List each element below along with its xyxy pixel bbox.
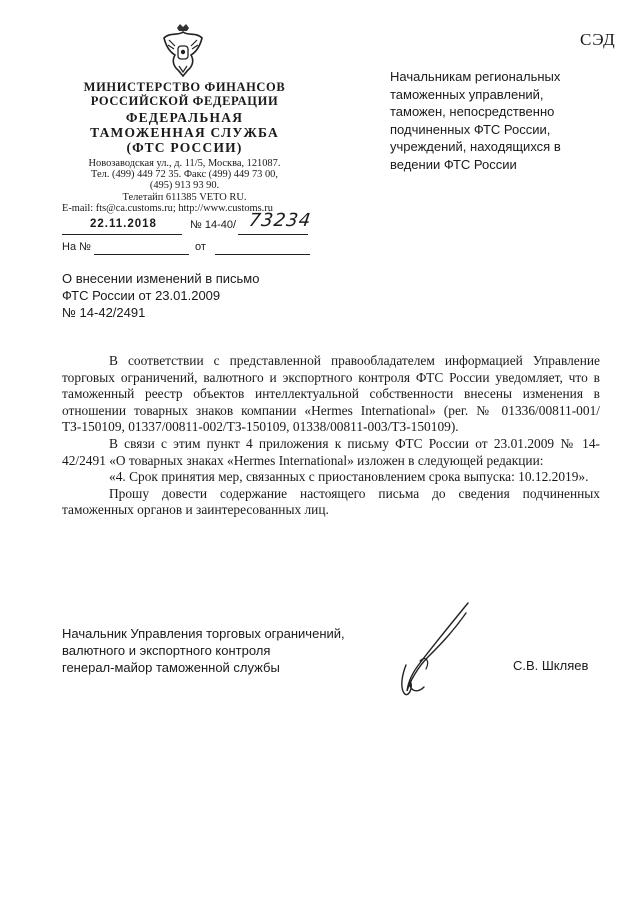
reference-line (62, 241, 332, 257)
subject-line: № 14-42/2491 (62, 305, 146, 320)
body-paragraph: В связи с этим пункт 4 приложения к письму ФТС России от 23.01.2009 № 14-42/2491 «О товарных знаках «Hermes International» изложен в следующей редакции: (62, 435, 600, 468)
letter-number-prefix: № 14-40/ (190, 219, 237, 231)
handwritten-signature-icon (380, 595, 490, 705)
date-underline (62, 234, 182, 235)
recipient-line: учреждений, находящихся в (390, 139, 561, 154)
ministry-name-line-1: МИНИСТЕРСТВО ФИНАНСОВ (83, 80, 286, 94)
recipient-block (390, 68, 590, 173)
ministry-name-line-2: РОССИЙСКОЙ ФЕДЕРАЦИИ (90, 94, 279, 108)
signatory-name: С.В. Шкляев (513, 658, 589, 673)
subject-line: ФТС России от 23.01.2009 (62, 288, 221, 303)
letter-subject (62, 270, 322, 321)
recipient-line: Начальникам региональных (390, 69, 561, 84)
number-underline (238, 234, 308, 235)
sed-mark: СЭД (580, 30, 616, 49)
subject-line: О внесении изменений в письмо (62, 271, 260, 286)
body-paragraph: В соответствии с представленной правообладателем информацией Управление торговых ограничений, валютного и экспортного контроля ФТС России уведомляет, что в таможенный реестр объектов интеллектуальной собственности внесены изменения в отношении товарных знаков компании «Hermes International» (рег. № 01336/00811-001/ТЗ-150109, 01337/00811-002/ТЗ-150109, 01338/00811-003/ТЗ-150109). (62, 353, 600, 435)
recipient-line: подчиненных ФТС России, (390, 121, 551, 137)
recipient-line: ведении ФТС России (390, 156, 517, 172)
body-paragraph: Прошу довести содержание настоящего письма до сведения подчиненных таможенных органов и заинтересованных лиц. (62, 485, 600, 518)
signatory-title-line: Начальник Управления торговых ограничений, (62, 626, 345, 641)
recipient-line: таможенных управлений, (390, 86, 544, 102)
signatory-title-line: генерал-майор таможенной службы (62, 660, 280, 676)
from-blank (215, 254, 310, 255)
email-website: E-mail: fts@ca.customs.ru; http://www.customs.ru (62, 202, 273, 214)
service-name-line-1: ФЕДЕРАЛЬНАЯ (125, 110, 244, 125)
teletype: Телетайп 611385 VETO RU. (122, 191, 247, 203)
reply-to-blank (94, 254, 189, 255)
recipient-line: таможен, непосредственно (390, 104, 555, 119)
letter-number-handwritten: 73234 (247, 210, 313, 231)
phone-fax: Тел. (499) 449 72 35. Факс (499) 449 73 00, (91, 169, 278, 181)
address: Новозаводская ул., д. 11/5, Москва, 121087. (88, 158, 281, 169)
reply-to-label: На № (62, 241, 91, 253)
fax-extra: (495) 913 93 90. (149, 180, 220, 192)
coat-of-arms-icon (160, 22, 206, 78)
service-name-line-2: ТАМОЖЕННАЯ СЛУЖБА (90, 125, 279, 140)
letter-body (62, 353, 600, 519)
service-name-line-3: (ФТС РОССИИ) (126, 140, 243, 155)
body-paragraph: «4. Срок принятия мер, связанных с приостановлением срока выпуска: 10.12.2019». (109, 469, 589, 485)
signatory-title (62, 625, 392, 677)
letter-date: 22.11.2018 (90, 218, 157, 230)
registration-line (62, 210, 322, 236)
signatory-title-line: валютного и экспортного контроля (62, 643, 271, 659)
sender-organization (62, 80, 307, 155)
sender-contacts (62, 158, 307, 214)
from-label: от (195, 241, 206, 253)
